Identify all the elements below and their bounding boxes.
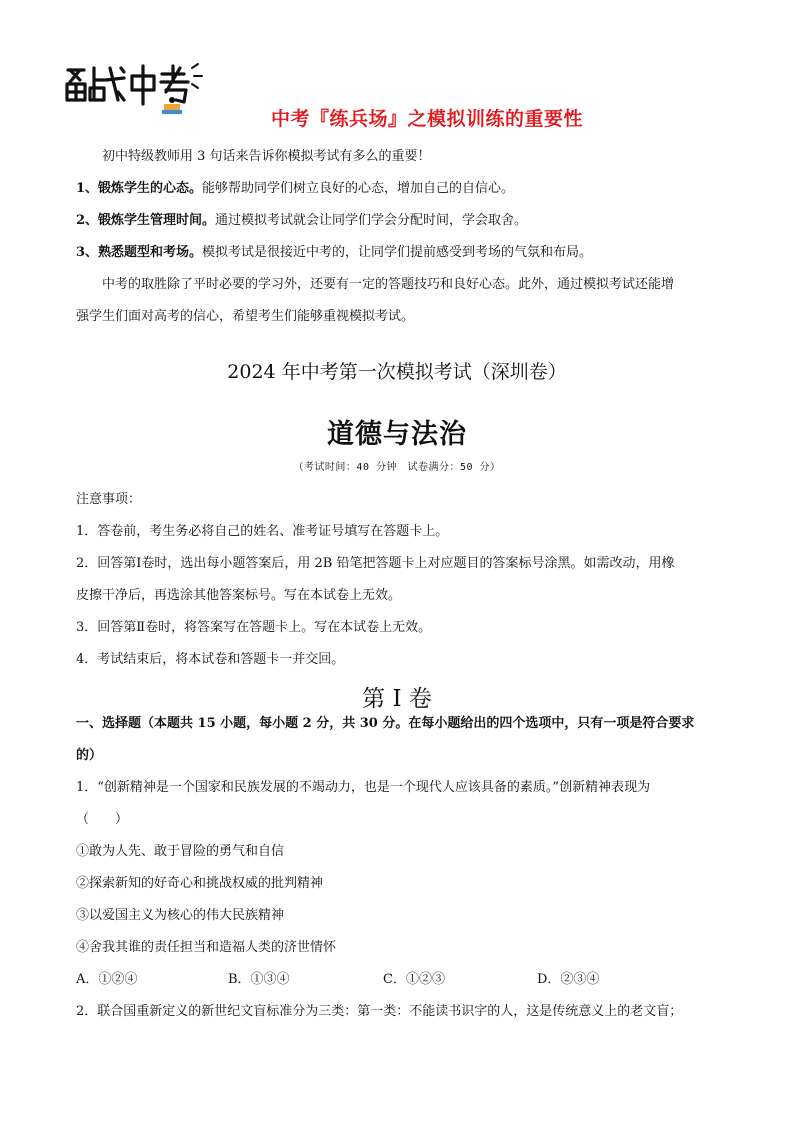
exam-title: 2024 年中考第一次模拟考试（深圳卷） xyxy=(227,361,567,383)
question-1-option-d: D．②③④ xyxy=(537,972,600,987)
intro-closing-line-1: 中考的取胜除了平时必要的学习外，还要有一定的答题技巧和良好心态。此外，通过模拟考试还能增 xyxy=(102,277,675,292)
notice-item-3: 3．回答第Ⅱ卷时，将答案写在答题卡上。写在本试卷上无效。 xyxy=(76,620,432,635)
intro-point-3: 3、熟悉题型和考场。模拟考试是很接近中考的，让同学们提前感受到考场的气氛和布局。 xyxy=(76,245,593,260)
intro-point-2: 2、锻炼学生管理时间。通过模拟考试就会让同学们学会分配时间，学会取舍。 xyxy=(76,213,528,228)
notice-heading: 注意事项： xyxy=(76,492,142,507)
intro-section xyxy=(76,141,724,333)
banner-title: 中考『练兵场』之模拟训练的重要性 xyxy=(270,108,583,130)
notice-item-4: 4．考试结束后，将本试卷和答题卡一并交回。 xyxy=(76,652,345,667)
question-1-statement-4: ④舍我其谁的责任担当和造福人类的济世情怀 xyxy=(76,940,337,955)
section-title: 第 I 卷 xyxy=(362,686,432,712)
question-1-option-b: B．①③④ xyxy=(228,972,290,987)
notice-item-2-cont: 皮擦干净后，再选涂其他答案标号。写在本试卷上无效。 xyxy=(76,588,402,603)
question-1-option-a: A．①②④ xyxy=(76,972,138,987)
question-1-statement-3: ③以爱国主义为核心的伟大民族精神 xyxy=(76,908,285,923)
section-instruction-line-1: 一、选择题（本题共 15 小题，每小题 2 分，共 30 分。在每小题给出的四个选项中，只有一项是符合要求 xyxy=(76,716,695,731)
question-1-options xyxy=(76,964,724,996)
notice-item-2: 2．回答第Ⅰ卷时，选出每小题答案后，用 2B 铅笔把答题卡上对应题目的答案标号涂黑。如需改动，用橡 xyxy=(76,556,675,571)
question-1-option-c: C．①②③ xyxy=(383,972,445,987)
notice-section xyxy=(76,484,724,676)
question-1-bracket: （ ） xyxy=(76,812,129,827)
question-1-statement-1: ①敢为人先、敢于冒险的勇气和自信 xyxy=(76,844,285,859)
question-1-stem: 1．“创新精神是一个国家和民族发展的不竭动力，也是一个现代人应该具备的素质。”创新精神表现为 xyxy=(76,780,651,795)
question-2-stem: 2．联合国重新定义的新世纪文盲标准分为三类：第一类：不能读书识字的人，这是传统意义上的老文盲； xyxy=(76,1004,683,1019)
subject-title: 道德与法治 xyxy=(327,419,467,450)
intro-lead: 初中特级教师用 3 句话来告诉你模拟考试有多么的重要！ xyxy=(102,149,431,164)
notice-item-1: 1．答卷前，考生务必将自己的姓名、准考证号填写在答题卡上。 xyxy=(76,524,449,539)
intro-point-1: 1、锻炼学生的心态。能够帮助同学们树立良好的心态，增加自己的自信心。 xyxy=(76,181,515,196)
question-1-statement-2: ②探索新知的好奇心和挑战权威的批判精神 xyxy=(76,876,324,891)
questions-section xyxy=(76,708,724,1028)
intro-closing-line-2: 强学生们面对高考的信心，希望考生们能够重视模拟考试。 xyxy=(76,309,415,324)
exam-info: （考试时间：40 分钟 试卷满分：50 分） xyxy=(293,462,501,473)
section-instruction-line-2: 的） xyxy=(76,748,103,763)
